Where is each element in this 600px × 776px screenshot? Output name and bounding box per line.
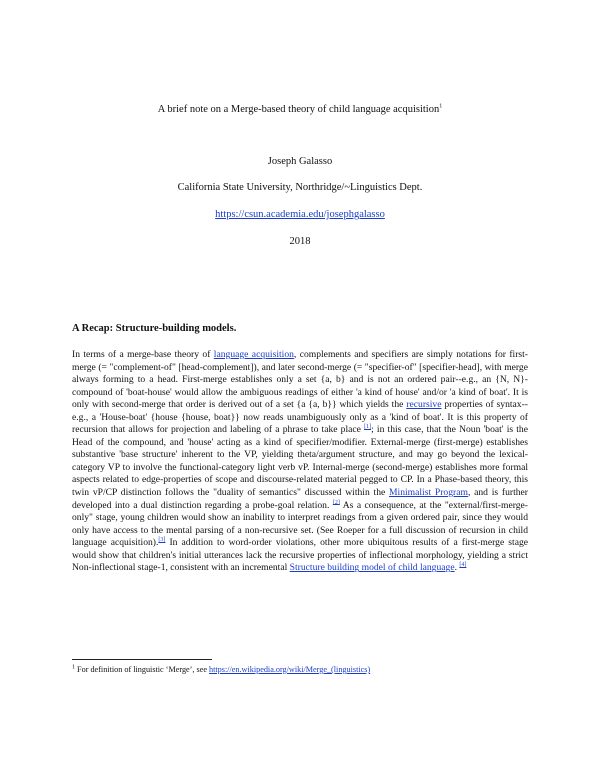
title-text: A brief note on a Merge-based theory of child language acquisition (157, 104, 440, 115)
text-segment: ; in this case, that the Noun 'boat' is the Head of the compound, and 'house' acting as a kind of specifier/modifier. External-merge (first-merge) establishes substantive 'base structure' inherent to the VP, yielding theta/argument structure, and may go beyond the lexical-category VP to involve the functional-category light verb vP. Internal-merge (second-merge) establishes more formal aspects related to edge-properties of scope and discourse-related material pegged to CP. In a Phase-based theory, this twin vP/CP distinction follows the "duality of semantics" discussed within the (72, 424, 528, 499)
affiliation: California State University, Northridge/~Linguistics Dept. (177, 182, 423, 193)
footnote-divider (72, 659, 212, 660)
footnote (72, 665, 528, 674)
recursive-link[interactable]: recursive (406, 399, 442, 411)
footnote-text: For definition of linguistic ‘Merge’, see (75, 665, 210, 674)
reference-2-link[interactable]: [2] (332, 499, 340, 506)
section-heading: A Recap: Structure-building models. (72, 323, 237, 334)
title-footnote-mark[interactable]: 1 (439, 103, 443, 110)
text-segment: In addition to word-order violations, other more ubiquitous results of a first-merge stage would show that children's initial utterances lack the recursive properties of inflectional morphology, yielding a strict Non-inflectional stage-1, consistent with an incremental (72, 537, 529, 574)
body-paragraph (72, 349, 528, 575)
merge-wikipedia-link[interactable]: https://en.wikipedia.org/wiki/Merge_(linguistics) (209, 665, 371, 674)
text-segment: properties of syntax--e.g., a 'House-boat' {house {house, boat}} now reads unambiguously only as a 'kind of boat'. It is this property of recursion that allows for projection and labeling of a phrase to take place (72, 399, 528, 436)
paper-title (0, 104, 600, 115)
reference-4-link[interactable]: [4] (459, 562, 467, 569)
text-segment: , complements and specifiers are simply notations for first-merge (= "complement-of" [head-complement]), and later second-merge (= "specifier-of" [specifier-head], with merge always forming to a head. First-merge establishes only a set {a, b} and is not an ordered pair--e.g., an {N, N}-compound of 'boat-house' would allow the ambiguous readings of either 'a kind of house' and/or 'a kind of boat'. It is only with second-merge that order is derived out of a set {a {a, b}} which yields the (72, 349, 528, 411)
author-profile-link[interactable]: https://csun.academia.edu/josephgalasso (215, 209, 385, 220)
text-segment: In terms of a merge-base theory of (72, 349, 214, 360)
text-segment: As a consequence, at the "external/first-merge-only" stage, young children would show an inability to interpret readings from a given ordered pair, since they would only have access to the mental parsing of a non-recursive set. (See Roeper for a full discussion of recursion in child language acquisition). (72, 499, 528, 549)
minimalist-program-link[interactable]: Minimalist Program (389, 487, 468, 499)
reference-3-link[interactable]: [3] (158, 537, 166, 544)
publication-year: 2018 (289, 236, 311, 247)
author-name: Joseph Galasso (267, 156, 333, 167)
footnote-mark: 1 (72, 664, 75, 671)
reference-1-link[interactable]: [1] (364, 424, 372, 431)
text-segment: , and is further developed into a dual distinction regarding a probe-goal relation. (72, 487, 528, 511)
text-segment: . (454, 562, 460, 574)
structure-building-model-link[interactable]: Structure building model of child language (289, 562, 455, 574)
language-acquisition-link[interactable]: language acquisition (213, 349, 294, 360)
